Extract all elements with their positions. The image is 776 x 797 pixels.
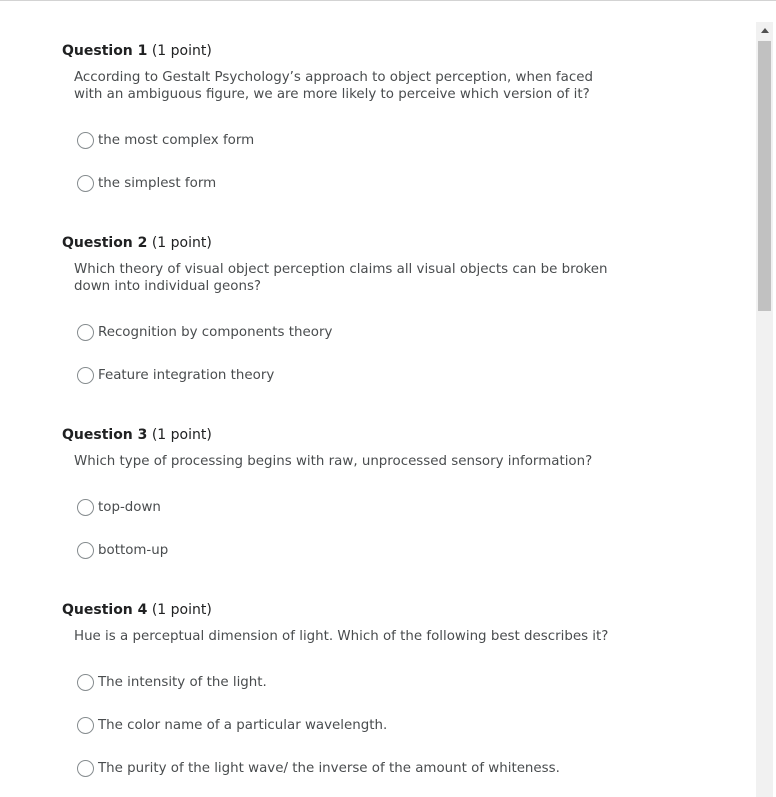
option-label: bottom-up [98,542,169,558]
option-label: The color name of a particular wavelength. [98,717,388,733]
radio-button[interactable] [77,542,94,559]
option-most-complex-form[interactable] [77,130,254,150]
option-label: the simplest form [98,175,217,191]
question-number: Question 4 [62,602,148,618]
question-points: (1 point) [151,602,212,618]
option-purity[interactable] [77,758,560,778]
radio-button[interactable] [77,717,94,734]
option-top-down[interactable] [77,497,161,517]
option-label: the most complex form [98,132,255,148]
option-recognition-by-components[interactable] [77,322,332,342]
vertical-scrollbar[interactable] [756,22,773,797]
question-4 [62,601,662,776]
question-points: (1 point) [151,235,212,251]
option-label: Recognition by components theory [98,324,333,340]
radio-button[interactable] [77,499,94,516]
scroll-up-arrow-icon[interactable] [756,22,773,39]
option-simplest-form[interactable] [77,173,216,193]
question-text: Which type of processing begins with raw, unprocessed sensory information? [74,454,593,469]
option-bottom-up[interactable] [77,540,168,560]
question-title [62,426,662,444]
question-text: According to Gestalt Psychology’s approach to object perception, when faced with an ambiguous figure, we are more likely to perceive which version of it? [74,70,593,102]
option-intensity[interactable] [77,672,267,692]
question-number: Question 1 [62,43,148,59]
radio-button[interactable] [77,132,94,149]
question-3 [62,426,662,558]
question-text: Which theory of visual object perception claims all visual objects can be broken down into individual geons? [74,262,608,294]
question-points: (1 point) [151,427,212,443]
option-feature-integration[interactable] [77,365,274,385]
question-title [62,234,662,252]
question-points: (1 point) [151,43,212,59]
radio-button[interactable] [77,175,94,192]
question-1 [62,42,662,191]
option-color-name[interactable] [77,715,387,735]
option-label: Feature integration theory [98,367,275,383]
radio-button[interactable] [77,367,94,384]
question-text: Hue is a perceptual dimension of light. Which of the following best describes it? [74,629,609,644]
option-label: The intensity of the light. [98,674,267,690]
option-label: The purity of the light wave/ the inverse of the amount of whiteness. [98,760,560,776]
question-number: Question 2 [62,235,148,251]
question-number: Question 3 [62,427,148,443]
question-title [62,601,662,619]
option-label: top-down [98,499,161,515]
question-title [62,42,662,60]
radio-button[interactable] [77,674,94,691]
scrollbar-thumb[interactable] [758,41,771,311]
radio-button[interactable] [77,760,94,777]
radio-button[interactable] [77,324,94,341]
question-2 [62,234,662,383]
